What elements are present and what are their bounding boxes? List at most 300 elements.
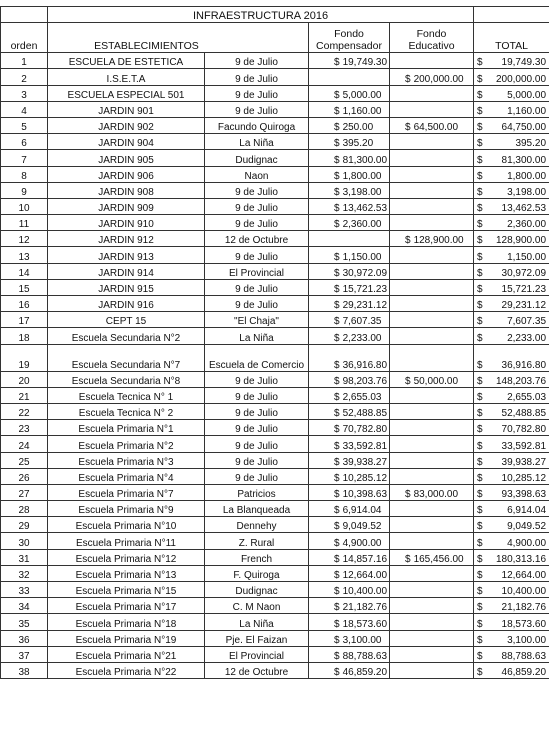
currency-symbol: $ [477, 602, 483, 614]
cell-orden: 2 [1, 69, 48, 85]
cell-establecimiento: Escuela Primaria N°19 [48, 630, 205, 646]
cell-total [474, 436, 549, 452]
cell-localidad: C. M Naon [205, 598, 309, 614]
money-value [312, 333, 386, 344]
cell-localidad: El Provincial [205, 263, 309, 279]
cell-localidad: 12 de Octubre [205, 662, 309, 678]
cell-establecimiento: JARDIN 916 [48, 296, 205, 312]
amount: 13,462.53 [342, 203, 388, 215]
amount: 88,788.63 [501, 650, 547, 662]
money-value [477, 635, 546, 646]
cell-orden: 3 [1, 85, 48, 101]
money-value [477, 651, 546, 662]
cell-establecimiento: JARDIN 902 [48, 117, 205, 133]
table-row [1, 215, 549, 231]
currency-symbol: $ [477, 618, 483, 630]
cell-fondo-compensador [309, 134, 390, 150]
cell-fondo-compensador [309, 646, 390, 662]
money-value [477, 219, 546, 230]
currency-symbol: $ [477, 203, 483, 215]
cell-localidad: 9 de Julio [205, 371, 309, 387]
cell-orden: 13 [1, 247, 48, 263]
money-value [393, 376, 470, 387]
currency-symbol: $ [334, 154, 340, 166]
cell-total [474, 598, 549, 614]
money-value [477, 424, 546, 435]
cell-establecimiento: Escuela Primaria N°7 [48, 484, 205, 500]
currency-symbol: $ [334, 602, 340, 614]
cell-total [474, 344, 549, 371]
table-row [1, 533, 549, 549]
cell-total [474, 387, 549, 403]
currency-symbol: $ [477, 634, 483, 646]
amount: 200,000.00 [413, 73, 464, 85]
cell-localidad: 9 de Julio [205, 53, 309, 69]
currency-symbol: $ [405, 73, 411, 85]
cell-orden: 35 [1, 614, 48, 630]
table-row [1, 53, 549, 69]
amount: 3,198.00 [342, 186, 382, 198]
cell-fondo-educativo [390, 436, 474, 452]
amount: 1,160.00 [342, 105, 382, 117]
header-orden: orden [1, 23, 48, 53]
cell-fondo-compensador [309, 452, 390, 468]
cell-fondo-compensador [309, 662, 390, 678]
cell-fondo-compensador [309, 312, 390, 328]
cell-establecimiento: Escuela Primaria N°13 [48, 565, 205, 581]
cell-orden: 25 [1, 452, 48, 468]
money-value [312, 651, 386, 662]
table-row [1, 549, 549, 565]
cell-fondo-compensador [309, 117, 390, 133]
cell-localidad: "El Chaja" [205, 312, 309, 328]
cell-establecimiento: Escuela Primaria N°9 [48, 501, 205, 517]
cell-localidad: French [205, 549, 309, 565]
cell-fondo-educativo [390, 582, 474, 598]
cell-establecimiento: CEPT 15 [48, 312, 205, 328]
cell-fondo-compensador [309, 420, 390, 436]
amount: 3,198.00 [507, 186, 547, 198]
currency-symbol: $ [477, 219, 483, 231]
money-value [477, 667, 546, 678]
currency-symbol: $ [405, 375, 411, 387]
cell-establecimiento: Escuela Primaria N°21 [48, 646, 205, 662]
amount: 12,664.00 [342, 570, 388, 581]
money-value [393, 235, 470, 246]
money-value [312, 424, 386, 435]
money-value [312, 90, 386, 101]
currency-symbol: $ [477, 472, 483, 484]
money-value [477, 586, 546, 597]
money-value [477, 489, 546, 500]
currency-symbol: $ [334, 570, 340, 581]
currency-symbol: $ [477, 332, 483, 344]
cell-establecimiento: Escuela Primaria N°22 [48, 662, 205, 678]
table-row [1, 231, 549, 247]
currency-symbol: $ [405, 553, 411, 565]
money-value [312, 586, 386, 597]
cell-establecimiento: JARDIN 915 [48, 279, 205, 295]
cell-fondo-educativo [390, 371, 474, 387]
cell-fondo-educativo [390, 101, 474, 117]
cell-localidad: 9 de Julio [205, 198, 309, 214]
cell-total [474, 484, 549, 500]
cell-orden: 37 [1, 646, 48, 662]
amount: 52,488.85 [501, 408, 547, 420]
amount: 9,049.52 [342, 521, 382, 533]
cell-total [474, 215, 549, 231]
cell-localidad: 9 de Julio [205, 468, 309, 484]
cell-total [474, 403, 549, 419]
currency-symbol: $ [477, 73, 483, 85]
header-fondo-educativo: Fondo Educativo [390, 23, 474, 53]
cell-establecimiento: Escuela Primaria N°1 [48, 420, 205, 436]
cell-establecimiento: Escuela Secundaria N°2 [48, 328, 205, 344]
cell-localidad: El Provincial [205, 646, 309, 662]
cell-establecimiento: Escuela Primaria N°10 [48, 517, 205, 533]
amount: 3,100.00 [507, 634, 547, 646]
currency-symbol: $ [477, 521, 483, 533]
cell-orden: 21 [1, 387, 48, 403]
cell-orden: 34 [1, 598, 48, 614]
amount: 33,592.81 [342, 440, 388, 452]
table-row [1, 134, 549, 150]
cell-orden: 9 [1, 182, 48, 198]
money-value [312, 441, 386, 452]
currency-symbol: $ [334, 170, 340, 182]
amount: 10,398.63 [342, 489, 388, 501]
money-value [393, 122, 470, 133]
cell-orden: 23 [1, 420, 48, 436]
money-value [477, 316, 546, 327]
cell-orden: 26 [1, 468, 48, 484]
money-value [477, 90, 546, 101]
amount: 83,000.00 [413, 489, 459, 501]
money-value [312, 505, 386, 516]
cell-orden: 12 [1, 231, 48, 247]
table-row [1, 279, 549, 295]
currency-symbol: $ [477, 89, 483, 101]
cell-total [474, 614, 549, 630]
cell-fondo-compensador [309, 598, 390, 614]
currency-symbol: $ [334, 138, 340, 150]
currency-symbol: $ [477, 316, 483, 328]
cell-fondo-educativo [390, 344, 474, 371]
table-row [1, 614, 549, 630]
currency-symbol: $ [477, 300, 483, 312]
money-value [477, 138, 546, 149]
cell-orden: 18 [1, 328, 48, 344]
money-value [312, 284, 386, 295]
table-row [1, 403, 549, 419]
cell-fondo-compensador [309, 231, 390, 247]
cell-localidad: 9 de Julio [205, 247, 309, 263]
cell-fondo-educativo [390, 312, 474, 328]
currency-symbol: $ [477, 235, 483, 247]
amount: 21,182.76 [501, 602, 547, 614]
table-row [1, 662, 549, 678]
amount: 1,160.00 [507, 105, 547, 117]
amount: 46,859.20 [501, 667, 547, 679]
money-value [477, 300, 546, 311]
money-value [477, 619, 546, 630]
currency-symbol: $ [477, 284, 483, 295]
currency-symbol: $ [334, 489, 340, 501]
money-value [312, 171, 386, 182]
cell-fondo-compensador [309, 101, 390, 117]
money-value [312, 300, 386, 311]
cell-fondo-compensador [309, 403, 390, 419]
money-value [477, 408, 546, 419]
currency-symbol: $ [477, 359, 483, 371]
money-value [312, 219, 386, 230]
table-row [1, 344, 549, 371]
cell-fondo-compensador [309, 501, 390, 517]
cell-fondo-compensador [309, 328, 390, 344]
currency-symbol: $ [477, 170, 483, 182]
cell-fondo-compensador [309, 198, 390, 214]
cell-establecimiento: Escuela Primaria N°3 [48, 452, 205, 468]
table-row [1, 468, 549, 484]
amount: 4,900.00 [507, 537, 547, 549]
cell-establecimiento: JARDIN 910 [48, 215, 205, 231]
money-value [477, 203, 546, 214]
currency-symbol: $ [477, 440, 483, 452]
cell-total [474, 501, 549, 517]
amount: 10,285.12 [342, 472, 388, 484]
cell-fondo-educativo [390, 484, 474, 500]
amount: 39,938.27 [501, 456, 547, 468]
cell-establecimiento: JARDIN 914 [48, 263, 205, 279]
cell-establecimiento: Escuela Secundaria N°7 [48, 344, 205, 371]
money-value [477, 360, 546, 371]
header-row [1, 23, 549, 53]
cell-fondo-compensador [309, 53, 390, 69]
money-value [477, 57, 546, 68]
cell-fondo-educativo [390, 279, 474, 295]
amount: 29,231.12 [342, 300, 388, 312]
cell-orden: 8 [1, 166, 48, 182]
cell-orden: 36 [1, 630, 48, 646]
cell-total [474, 420, 549, 436]
amount: 64,500.00 [413, 122, 459, 134]
table-row [1, 166, 549, 182]
cell-total [474, 198, 549, 214]
cell-total [474, 452, 549, 468]
cell-establecimiento: I.S.E.T.A [48, 69, 205, 85]
amount: 50,000.00 [413, 375, 459, 387]
cell-fondo-educativo [390, 501, 474, 517]
money-value [393, 554, 470, 565]
cell-fondo-compensador [309, 630, 390, 646]
table-row [1, 85, 549, 101]
cell-total [474, 182, 549, 198]
currency-symbol: $ [477, 667, 483, 679]
amount: 19,749.30 [342, 57, 388, 69]
cell-localidad: 9 de Julio [205, 85, 309, 101]
cell-fondo-educativo [390, 69, 474, 85]
cell-localidad: La Blanqueada [205, 501, 309, 517]
cell-fondo-educativo [390, 452, 474, 468]
currency-symbol: $ [334, 267, 340, 279]
cell-fondo-compensador [309, 484, 390, 500]
currency-symbol: $ [477, 505, 483, 517]
money-value [312, 155, 386, 166]
cell-localidad: Z. Rural [205, 533, 309, 549]
amount: 5,000.00 [342, 89, 382, 101]
currency-symbol: $ [334, 553, 340, 565]
currency-symbol: $ [334, 332, 340, 344]
amount: 7,607.35 [342, 316, 382, 328]
cell-fondo-compensador [309, 371, 390, 387]
cell-fondo-educativo [390, 565, 474, 581]
cell-orden: 33 [1, 582, 48, 598]
currency-symbol: $ [334, 375, 340, 387]
currency-symbol: $ [334, 618, 340, 630]
money-value [393, 74, 470, 85]
cell-fondo-compensador [309, 387, 390, 403]
cell-total [474, 371, 549, 387]
cell-localidad: 9 de Julio [205, 101, 309, 117]
currency-symbol: $ [477, 570, 483, 581]
table-row [1, 517, 549, 533]
table-row [1, 630, 549, 646]
cell-establecimiento: Escuela Primaria N°12 [48, 549, 205, 565]
amount: 81,300.00 [501, 154, 547, 166]
cell-total [474, 312, 549, 328]
cell-total [474, 662, 549, 678]
money-value [312, 667, 386, 678]
amount: 6,914.04 [342, 505, 382, 517]
cell-fondo-compensador [309, 247, 390, 263]
cell-establecimiento: ESCUELA ESPECIAL 501 [48, 85, 205, 101]
cell-fondo-educativo [390, 533, 474, 549]
cell-orden: 29 [1, 517, 48, 533]
currency-symbol: $ [334, 472, 340, 484]
cell-fondo-educativo [390, 598, 474, 614]
cell-fondo-compensador [309, 69, 390, 85]
cell-localidad: La Niña [205, 614, 309, 630]
table-row [1, 296, 549, 312]
table-row [1, 371, 549, 387]
money-value [477, 602, 546, 613]
cell-localidad: 9 de Julio [205, 69, 309, 85]
cell-establecimiento: JARDIN 912 [48, 231, 205, 247]
cell-orden: 11 [1, 215, 48, 231]
currency-symbol: $ [334, 284, 340, 295]
amount: 395.20 [515, 138, 547, 150]
amount: 2,655.03 [507, 391, 547, 403]
money-value [312, 106, 386, 117]
cell-fondo-educativo [390, 387, 474, 403]
money-value [312, 122, 386, 133]
cell-orden: 4 [1, 101, 48, 117]
currency-symbol: $ [477, 267, 483, 279]
cell-localidad: Patricios [205, 484, 309, 500]
infraestructura-table [0, 6, 549, 679]
amount: 1,800.00 [342, 170, 382, 182]
cell-total [474, 533, 549, 549]
money-value [312, 489, 386, 500]
amount: 7,607.35 [507, 316, 547, 328]
currency-symbol: $ [477, 391, 483, 403]
cell-localidad: La Niña [205, 134, 309, 150]
money-value [312, 57, 386, 68]
cell-total [474, 53, 549, 69]
cell-establecimiento: ESCUELA DE ESTETICA [48, 53, 205, 69]
cell-fondo-educativo [390, 231, 474, 247]
cell-total [474, 247, 549, 263]
table-row [1, 501, 549, 517]
table-row [1, 198, 549, 214]
cell-fondo-educativo [390, 117, 474, 133]
currency-symbol: $ [477, 650, 483, 662]
amount: 180,313.16 [495, 553, 547, 565]
amount: 200,000.00 [495, 73, 547, 85]
cell-establecimiento: Escuela Secundaria N°8 [48, 371, 205, 387]
table-row [1, 452, 549, 468]
cell-orden: 17 [1, 312, 48, 328]
cell-fondo-educativo [390, 134, 474, 150]
cell-fondo-educativo [390, 247, 474, 263]
currency-symbol: $ [477, 57, 483, 69]
currency-symbol: $ [334, 505, 340, 517]
amount: 12,664.00 [501, 570, 547, 581]
currency-symbol: $ [334, 359, 340, 371]
money-value [312, 521, 386, 532]
amount: 128,900.00 [495, 235, 547, 247]
cell-total [474, 263, 549, 279]
amount: 1,800.00 [507, 170, 547, 182]
cell-fondo-compensador [309, 296, 390, 312]
money-value [477, 252, 546, 263]
cell-localidad: 9 de Julio [205, 296, 309, 312]
cell-localidad: Pje. El Faizan [205, 630, 309, 646]
cell-total [474, 630, 549, 646]
currency-symbol: $ [334, 57, 340, 69]
amount: 30,972.09 [342, 267, 388, 279]
currency-symbol: $ [334, 650, 340, 662]
infraestructura-sheet [0, 6, 549, 679]
currency-symbol: $ [477, 586, 483, 598]
cell-establecimiento: Escuela Primaria N°15 [48, 582, 205, 598]
amount: 2,360.00 [507, 219, 547, 231]
amount: 2,233.00 [342, 332, 382, 344]
currency-symbol: $ [334, 456, 340, 468]
currency-symbol: $ [334, 186, 340, 198]
cell-total [474, 150, 549, 166]
cell-localidad: Dudignac [205, 582, 309, 598]
cell-localidad: Escuela de Comercio [205, 344, 309, 371]
table-row [1, 646, 549, 662]
cell-localidad: Dudignac [205, 150, 309, 166]
money-value [312, 602, 386, 613]
cell-total [474, 85, 549, 101]
cell-establecimiento: Escuela Primaria N°17 [48, 598, 205, 614]
title-row [1, 7, 549, 23]
cell-fondo-educativo [390, 182, 474, 198]
cell-localidad: 9 de Julio [205, 403, 309, 419]
amount: 9,049.52 [507, 521, 547, 533]
currency-symbol: $ [477, 105, 483, 117]
amount: 70,782.80 [342, 424, 388, 436]
money-value [477, 570, 546, 581]
money-value [477, 441, 546, 452]
table-row [1, 484, 549, 500]
cell-fondo-compensador [309, 166, 390, 182]
amount: 98,203.76 [342, 375, 388, 387]
table-row [1, 582, 549, 598]
